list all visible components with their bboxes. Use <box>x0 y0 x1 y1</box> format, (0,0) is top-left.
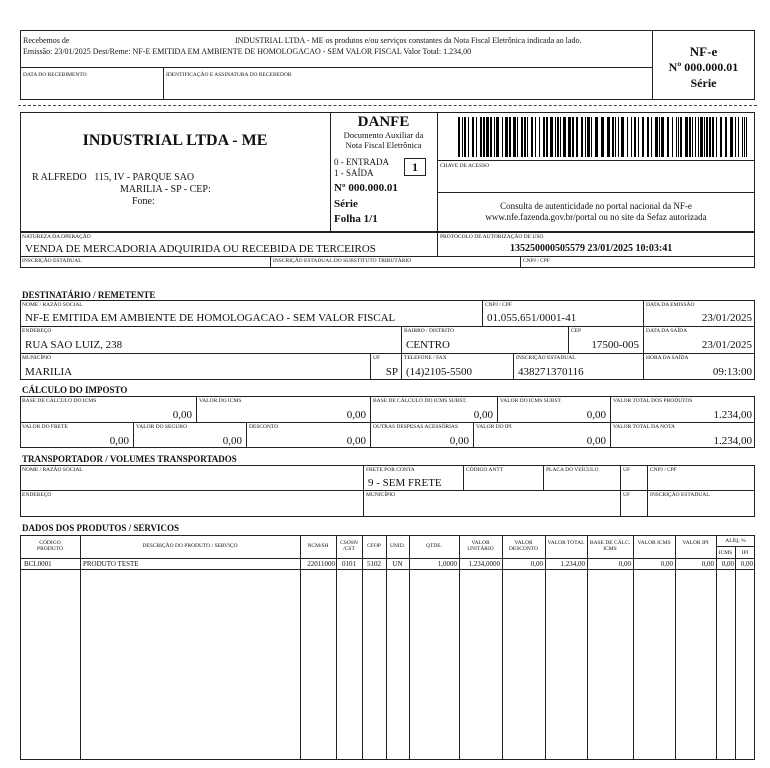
row-bcicms: 0,00 <box>618 560 631 568</box>
barcode-bar <box>638 117 639 157</box>
barcode-bar <box>560 117 561 157</box>
th-vicms: VALOR ICMS <box>637 540 671 546</box>
total-nota-label: VALOR TOTAL DA NOTA <box>613 424 676 430</box>
barcode-bar <box>621 117 624 157</box>
dest-saida: 23/01/2025 <box>701 339 752 351</box>
ie-label: INSCRIÇÃO ESTADUAL <box>22 258 82 264</box>
imposto-section: CÁLCULO DO IMPOSTO <box>22 385 128 395</box>
transp-frete: 9 - SEM FRETE <box>368 477 442 489</box>
th-aliq: ALÍQ. % <box>725 538 746 544</box>
row-unid: UN <box>392 560 403 568</box>
barcode-bar <box>587 117 590 157</box>
identificacao-label: IDENTIFICAÇÃO E ASSINATURA DO RECEBEDOR <box>166 72 292 78</box>
dest-municipio: MARILIA <box>25 366 73 378</box>
barcode-bar <box>680 117 682 157</box>
th-codigo: CÓDIGO PRODUTO <box>37 540 63 552</box>
barcode-bar <box>716 117 717 157</box>
th-vdesc: VALOR DESCONTO <box>508 540 539 552</box>
transp-ie-label: INSCRIÇÃO ESTADUAL <box>650 492 710 498</box>
dest-bairro: CENTRO <box>406 339 450 351</box>
emitente-address1: R ALFREDO 115, IV - PARQUE SAO <box>32 172 195 183</box>
dest-hora-label: HORA DA SAÍDA <box>646 355 689 361</box>
barcode-bar <box>685 117 688 157</box>
barcode-bar <box>509 117 511 157</box>
barcode-bar <box>631 117 632 157</box>
transp-antt-label: CÓDIGO ANTT <box>466 467 504 473</box>
barcode-bar <box>647 117 649 157</box>
barcode-bar <box>543 117 545 157</box>
danfe-subtitle1: Documento Auxiliar da <box>343 130 424 140</box>
base-icms-label: BASE DE CÁLCULO DO ICMS <box>22 398 97 404</box>
barcode-bar <box>615 117 616 157</box>
transp-uf2-label: UF <box>623 492 631 498</box>
dest-nome-label: NOME / RAZÃO SOCIAL <box>22 302 83 308</box>
barcode-bar <box>458 117 460 157</box>
total-produtos-value: 1.234,00 <box>713 409 752 421</box>
barcode-bar <box>661 117 664 157</box>
danfe-entrada: 0 - ENTRADA <box>334 157 389 167</box>
desconto-value: 0,00 <box>346 435 366 447</box>
row-codigo: BCL0001 <box>24 560 52 568</box>
barcode-bar <box>735 117 736 157</box>
barcode-bar <box>483 117 485 157</box>
barcode-bar <box>642 117 644 157</box>
destinatario-section: DESTINATÁRIO / REMETENTE <box>22 290 156 300</box>
transp-municipio-label: MUNICÍPIO <box>366 492 396 498</box>
row-vtotal: 1.234,00 <box>560 560 585 568</box>
row-vicms: 0,00 <box>660 560 673 568</box>
dest-fone: (14)2105-5500 <box>406 366 472 378</box>
barcode-bar <box>486 117 489 157</box>
row-vipi: 0,00 <box>701 560 714 568</box>
th-aliq-ipi: IPI <box>741 550 749 556</box>
barcode-bar <box>476 117 477 157</box>
danfe-number: Nº 000.000.01 <box>334 182 398 194</box>
row-csosn: 0101 <box>342 560 356 568</box>
barcode-bar <box>535 117 536 157</box>
barcode-bar <box>576 117 578 157</box>
barcode-bar <box>695 117 696 157</box>
barcode-bar <box>480 117 482 157</box>
danfe-saida: 1 - SAÍDA <box>334 168 374 178</box>
natureza-label: NATUREZA DA OPERAÇÃO <box>22 234 91 240</box>
barcode-bar <box>524 117 526 157</box>
dest-uf-label: UF <box>373 355 381 361</box>
transp-frete-label: FRETE POR CONTA <box>366 467 415 473</box>
barcode-bar <box>659 117 660 157</box>
row-vunit: 1.234,0000 <box>468 560 500 568</box>
emitente-name: INDUSTRIAL LTDA - ME <box>82 132 268 149</box>
transp-uf-label: UF <box>623 467 631 473</box>
barcode-bar <box>667 117 669 157</box>
transp-placa-label: PLACA DO VEÍCULO <box>546 467 599 473</box>
barcode-bar <box>676 117 677 157</box>
th-vtotal: VALOR TOTAL <box>547 540 585 546</box>
dest-cnpj-label: CNPJ / CPF <box>485 302 512 308</box>
th-vunit: VALOR UNITÁRIO <box>467 540 494 552</box>
barcode-bar <box>712 117 714 157</box>
dest-endereco: RUA SAO LUIZ, 238 <box>25 339 123 351</box>
dest-hora: 09:13:00 <box>712 366 752 378</box>
th-bcicms: BASE DE CÁLC. ICMS <box>589 540 631 552</box>
transportador-section: TRANSPORTADOR / VOLUMES TRANSPORTADOS <box>22 454 237 464</box>
danfe-title: DANFE <box>357 114 410 130</box>
dest-emissao: 23/01/2025 <box>701 312 752 324</box>
barcode-bar <box>612 117 614 157</box>
barcode-bar <box>517 117 518 157</box>
total-nota-value: 1.234,00 <box>713 435 752 447</box>
canhoto-nfe-serie: Série <box>690 76 717 90</box>
barcode-bar <box>738 117 739 157</box>
barcode-bar <box>655 117 658 157</box>
th-ncm: NCM/SH <box>307 543 329 549</box>
barcode-bar <box>462 117 463 157</box>
barcode-bar <box>651 117 652 157</box>
barcode-bar <box>698 117 699 157</box>
barcode-bar <box>585 117 586 157</box>
barcode-bar <box>572 117 574 157</box>
row-aicms: 0,00 <box>721 560 734 568</box>
th-vipi: VALOR IPI <box>682 540 709 546</box>
valor-icms-st-label: VALOR DO ICMS SUBST. <box>500 398 562 404</box>
base-icms-value: 0,00 <box>172 409 192 421</box>
row-cfop: 5102 <box>367 560 381 568</box>
row-ncm: 22011000 <box>307 560 335 568</box>
danfe-subtitle2: Nota Fiscal Eletrônica <box>345 140 422 150</box>
protocolo-value: 135250000505579 23/01/2025 10:03:41 <box>510 243 673 254</box>
canhoto-emissao-line: Emissão: 23/01/2025 Dest/Reme: NF-E EMITIDA EM AMBIENTE DE HOMOLOGACAO - SEM VALOR FISCAL Valor Total: 1.234,00 <box>23 47 472 56</box>
barcode-bar <box>472 117 474 157</box>
barcode-bar <box>527 117 528 157</box>
barcode-bar <box>742 117 743 157</box>
barcode-bar <box>563 117 566 157</box>
barcode-bar <box>720 117 722 157</box>
barcode-bar <box>591 117 592 157</box>
barcode-bar <box>627 117 628 157</box>
dest-emissao-label: DATA DA EMISSÃO <box>646 302 695 308</box>
barcode-bar <box>531 117 533 157</box>
barcode-bar <box>546 117 548 157</box>
barcode-bar <box>557 117 559 157</box>
barcode-bar <box>618 117 619 157</box>
valor-icms-label: VALOR DO ICMS <box>199 398 242 404</box>
row-aipi: 0,00 <box>740 560 753 568</box>
th-unid: UNID. <box>389 543 406 549</box>
danfe-tipo-box: 1 <box>404 158 426 176</box>
produtos-section: DADOS DOS PRODUTOS / SERVICOS <box>22 523 180 533</box>
ipi-value: 0,00 <box>586 435 606 447</box>
canhoto-nfe-title: NF-e <box>689 44 718 59</box>
transp-cnpj-label: CNPJ / CPF <box>650 467 677 473</box>
cnpj-emit-label: CNPJ / CPF <box>523 258 550 264</box>
barcode-bar <box>521 117 523 157</box>
th-qtde: QTDE. <box>425 543 443 549</box>
dest-cnpj: 01.055.651/0001-41 <box>487 312 577 324</box>
barcode <box>458 117 750 157</box>
dest-uf: SP <box>385 366 398 378</box>
barcode-bar <box>494 117 495 157</box>
barcode-bar <box>550 117 553 157</box>
outras-value: 0,00 <box>449 435 469 447</box>
seguro-label: VALOR DO SEGURO <box>136 424 187 430</box>
danfe-folha: Folha 1/1 <box>334 213 378 225</box>
chave-label: CHAVE DE ACESSO <box>440 163 490 169</box>
frete-value: 0,00 <box>109 435 129 447</box>
transp-nome-label: NOME / RAZÃO SOCIAL <box>22 467 83 473</box>
base-icms-st-label: BASE DE CÁLCULO DO ICMS SUBST. <box>373 398 467 404</box>
barcode-bar <box>505 117 508 157</box>
dest-cep: 17500-005 <box>591 339 639 351</box>
barcode-bar <box>678 117 679 157</box>
base-icms-st-value: 0,00 <box>473 409 493 421</box>
row-vdesc: 0,00 <box>530 560 543 568</box>
valor-icms-st-value: 0,00 <box>586 409 606 421</box>
dest-fone-label: TELEFONE / FAX <box>404 355 447 361</box>
barcode-bar <box>595 117 598 157</box>
barcode-bar <box>700 117 703 157</box>
data-recebimento-label: DATA DO RECEBIMENTO <box>23 72 87 78</box>
th-aliq-icms: ICMS <box>718 550 733 556</box>
consulta-line2: www.nfe.fazenda.gov.br/portal ou no site da Sefaz autorizada <box>485 212 707 222</box>
outras-label: OUTRAS DESPESAS ACESSÓRIAS <box>373 424 458 430</box>
barcode-bar <box>692 117 693 157</box>
th-descricao: DESCRIÇÃO DO PRODUTO / SERVIÇO <box>142 543 238 549</box>
barcode-bar <box>568 117 571 157</box>
barcode-bar <box>746 117 747 157</box>
emitente-address2: MARILIA - SP - CEP: <box>120 184 211 195</box>
barcode-bar <box>468 117 469 157</box>
th-csosn: CSOSN /CST <box>340 540 358 552</box>
barcode-bar <box>513 117 516 157</box>
barcode-bar <box>744 117 745 157</box>
barcode-bar <box>555 117 556 157</box>
barcode-bar <box>709 117 711 157</box>
desconto-label: DESCONTO <box>249 424 279 430</box>
barcode-bar <box>672 117 673 157</box>
danfe-serie: Série <box>334 198 358 210</box>
valor-icms-value: 0,00 <box>346 409 366 421</box>
natureza-value: VENDA DE MERCADORIA ADQUIRIDA OU RECEBIDA DE TERCEIROS <box>25 243 376 255</box>
barcode-bar <box>634 117 636 157</box>
dest-endereco-label: ENDEREÇO <box>22 328 52 334</box>
ipi-label: VALOR DO IPI <box>476 424 512 430</box>
dest-nome: NF-E EMITIDA EM AMBIENTE DE HOMOLOGACAO - SEM VALOR FISCAL <box>25 312 396 324</box>
dest-bairro-label: BAIRRO / DISTRITO <box>404 328 455 334</box>
barcode-bar <box>581 117 583 157</box>
seguro-value: 0,00 <box>222 435 242 447</box>
barcode-bar <box>496 117 499 157</box>
row-qtde: 1,0000 <box>437 560 457 568</box>
canhoto-recebemos-label: Recebemos de <box>23 36 70 45</box>
barcode-bar <box>706 117 708 157</box>
barcode-bar <box>601 117 604 157</box>
dest-municipio-label: MUNICÍPIO <box>22 355 52 361</box>
dest-cep-label: CEP <box>571 328 582 334</box>
total-produtos-label: VALOR TOTAL DOS PRODUTOS <box>613 398 693 404</box>
barcode-bar <box>725 117 727 157</box>
row-descricao: PRODUTO TESTE <box>83 560 139 568</box>
ie-st-label: INSCRIÇÃO ESTADUAL DO SUBSTITUTO TRIBUTÁRIO <box>273 258 412 264</box>
emitente-phone: Fone: <box>132 196 155 207</box>
frete-label: VALOR DO FRETE <box>22 424 68 430</box>
dest-saida-label: DATA DA SAÍDA <box>646 328 688 334</box>
dest-ie-label: INSCRIÇÃO ESTADUAL <box>516 355 576 361</box>
protocolo-label: PROTOCOLO DE AUTORIZAÇÃO DE USO <box>440 234 544 240</box>
barcode-bar <box>464 117 466 157</box>
dest-ie: 438271370116 <box>518 366 584 378</box>
barcode-bar <box>607 117 610 157</box>
barcode-bar <box>502 117 503 157</box>
barcode-bar <box>539 117 540 157</box>
barcode-bar <box>730 117 733 157</box>
canhoto-nfe-number: Nº 000.000.01 <box>668 60 739 74</box>
barcode-bar <box>689 117 691 157</box>
barcode-bar <box>704 117 705 157</box>
transp-endereco-label: ENDEREÇO <box>22 492 52 498</box>
canhoto-recebemos-text: INDUSTRIAL LTDA - ME os produtos e/ou serviços constantes da Nota Fiscal Eletrônica indicada ao lado. <box>235 36 582 45</box>
th-cfop: CFOP <box>367 543 381 549</box>
barcode-bar <box>490 117 492 157</box>
cut-line <box>18 105 757 106</box>
consulta-line1: Consulta de autenticidade no portal nacional da NF-e <box>500 201 692 211</box>
